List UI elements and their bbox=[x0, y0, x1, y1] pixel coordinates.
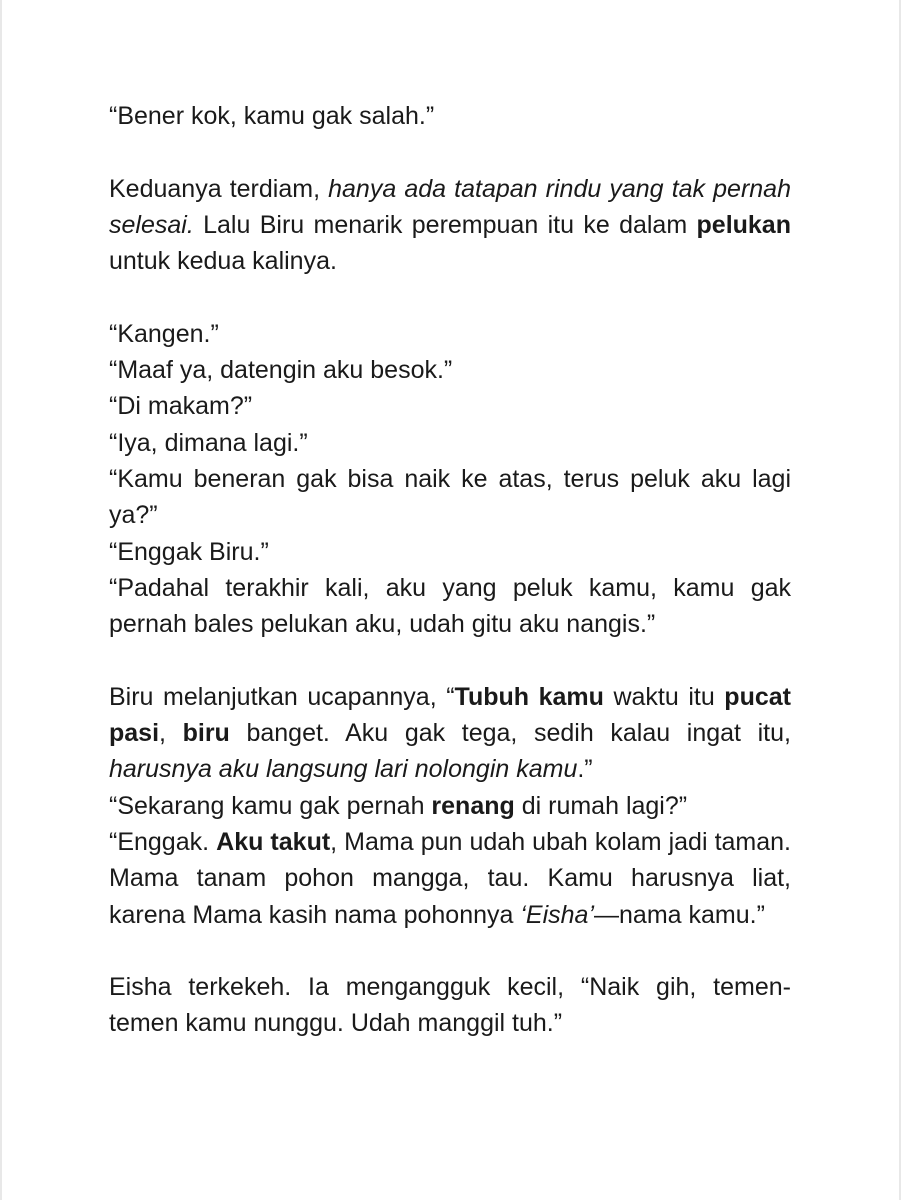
p4b-text-3: di rumah lagi?” bbox=[514, 791, 688, 820]
p4a-text-3: waktu itu bbox=[603, 682, 725, 711]
story-text bbox=[109, 98, 791, 1042]
dialogue-line-2: “Maaf ya, datengin aku besok.” bbox=[109, 356, 453, 385]
p4a-text-1: Biru melanjutkan ucapannya, “ bbox=[109, 682, 455, 711]
p4a-bold-1: Tubuh kamu bbox=[454, 682, 604, 711]
p4a-text-7: banget. Aku gak tega, sedih kalau ingat itu, bbox=[229, 719, 791, 748]
p4c-text-5: —nama kamu.” bbox=[594, 900, 765, 929]
paragraph-5: Eisha terkekeh. Ia mengangguk kecil, “Naik gih, temen-temen kamu nunggu. Udah manggil tuh.” bbox=[109, 973, 791, 1038]
p4a-bold-2: pucat pasi bbox=[109, 682, 791, 748]
p4c-italic: ‘Eisha’ bbox=[520, 900, 595, 929]
dialogue-line-6: “Enggak Biru.” bbox=[109, 537, 269, 566]
p4a-italic: harusnya aku langsung lari nolongin kamu bbox=[109, 755, 578, 784]
p4c-text-3: , Mama pun udah ubah kolam jadi taman. Mama tanam pohon mangga, tau. Kamu harusnya liat, karena Mama kasih nama pohonnya bbox=[109, 827, 792, 929]
dialogue-line-3: “Di makam?” bbox=[109, 392, 253, 421]
dialogue-line-7: “Padahal terakhir kali, aku yang peluk kamu, kamu gak pernah bales pelukan aku, udah gitu aku nangis.” bbox=[109, 573, 791, 639]
p2-text-1: Keduanya terdiam, bbox=[109, 174, 329, 203]
p2-italic: hanya ada tatapan rindu yang tak pernah selesai. bbox=[109, 174, 791, 239]
paragraph-gap bbox=[109, 933, 791, 969]
dialogue-line-1: “Kangen.” bbox=[109, 319, 219, 348]
page-edge-left bbox=[0, 0, 2, 1200]
p4a-bold-3: biru bbox=[182, 719, 230, 748]
paragraph-2 bbox=[109, 171, 791, 280]
paragraph-1 bbox=[109, 98, 791, 134]
paragraph-gap bbox=[109, 642, 791, 678]
dialogue-line-4: “Iya, dimana lagi.” bbox=[109, 428, 308, 457]
dialogue-line-5: “Kamu beneran gak bisa naik ke atas, terus peluk aku lagi ya?” bbox=[109, 464, 791, 530]
paragraph-gap bbox=[109, 134, 791, 170]
p4c-text-1: “Enggak. bbox=[109, 827, 217, 856]
paragraph-4a bbox=[109, 679, 791, 788]
p2-bold: pelukan bbox=[696, 210, 791, 239]
paragraph-gap bbox=[109, 279, 791, 315]
p4a-text-9: .” bbox=[577, 755, 593, 784]
paragraph-4c bbox=[109, 824, 791, 933]
p2-text-5: untuk kedua kalinya. bbox=[109, 247, 337, 276]
paragraph-4b bbox=[109, 788, 791, 824]
p4b-text-1: “Sekarang kamu gak pernah bbox=[109, 791, 432, 820]
p4c-bold: Aku takut bbox=[216, 827, 331, 856]
paragraph-1-text: “Bener kok, kamu gak salah.” bbox=[109, 102, 435, 130]
p4a-text-5: , bbox=[159, 719, 183, 748]
p2-text-3: Lalu Biru menarik perempuan itu ke dalam bbox=[193, 210, 697, 239]
p4b-bold: renang bbox=[431, 791, 515, 820]
